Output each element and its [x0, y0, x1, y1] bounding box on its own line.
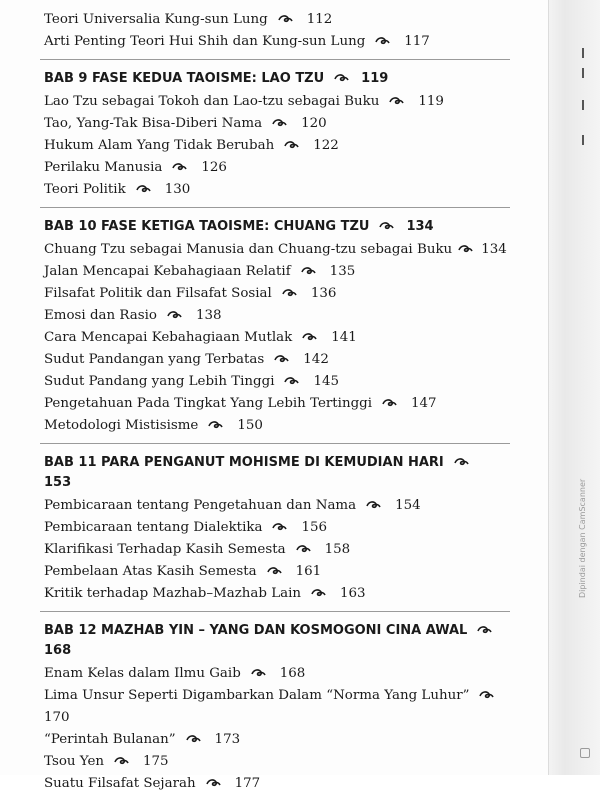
- leaf-ornament-icon: [206, 774, 221, 784]
- toc-entry: [44, 135, 514, 157]
- entry-page: 122: [313, 138, 339, 153]
- divider: [40, 59, 510, 60]
- toc-entry: [44, 113, 514, 135]
- entry-page: 150: [237, 418, 263, 433]
- next-page-edge: [548, 0, 600, 775]
- leaf-ornament-icon: [458, 240, 473, 250]
- toc-entry: [44, 685, 514, 729]
- entry-title: Tsou Yen: [44, 754, 104, 769]
- entry-title: Klarifikasi Terhadap Kasih Semesta: [44, 542, 286, 557]
- entry-title: Lao Tzu sebagai Tokoh dan Lao-tzu sebagai Buku: [44, 94, 380, 109]
- leaf-ornament-icon: [172, 158, 187, 168]
- entry-page: 112: [306, 12, 333, 27]
- entry-title: Sudut Pandangan yang Terbatas: [44, 352, 265, 367]
- toc-entry: [44, 371, 514, 393]
- entry-title: Enam Kelas dalam Ilmu Gaib: [44, 666, 241, 681]
- toc-entry: [44, 663, 514, 685]
- entry-page: 135: [329, 264, 356, 279]
- entry-page: 154: [395, 498, 421, 513]
- leaf-ornament-icon: [311, 584, 326, 594]
- entry-page: 142: [303, 352, 329, 367]
- entry-page: 117: [404, 34, 430, 49]
- leaf-ornament-icon: [379, 218, 394, 228]
- entry-page: 156: [301, 520, 328, 535]
- entry-title: Metodologi Mistisisme: [44, 418, 199, 433]
- leaf-ornament-icon: [302, 328, 317, 338]
- toc-entry: [44, 349, 514, 371]
- chapter-page: 119: [361, 71, 389, 86]
- leaf-ornament-icon: [251, 664, 266, 674]
- leaf-ornament-icon: [114, 752, 129, 762]
- entry-title: Teori Universalia Kung-sun Lung: [44, 12, 268, 27]
- entry-title: Hukum Alam Yang Tidak Berubah: [44, 138, 275, 153]
- toc-entry: [44, 393, 514, 415]
- toc-entry: [44, 91, 514, 113]
- entry-page: 145: [313, 374, 340, 389]
- entry-title: Sudut Pandang yang Lebih Tinggi: [44, 374, 275, 389]
- entry-title: Chuang Tzu sebagai Manusia dan Chuang-tzu sebagai Buku: [44, 242, 453, 257]
- chapter-heading: [44, 453, 514, 493]
- entry-title: Pengetahuan Pada Tingkat Yang Lebih Tertinggi: [44, 396, 372, 411]
- entry-title: Pembicaraan tentang Dialektika: [44, 520, 263, 535]
- leaf-ornament-icon: [274, 350, 289, 360]
- leaf-ornament-icon: [284, 372, 299, 382]
- entry-page: 119: [418, 94, 444, 109]
- entry-page: 175: [143, 754, 169, 769]
- entry-title: Jalan Mencapai Kebahagiaan Relatif: [44, 264, 291, 279]
- toc-entry: [44, 31, 514, 53]
- leaf-ornament-icon: [296, 540, 311, 550]
- chapter-title: BAB 9 FASE KEDUA TAOISME: LAO TZU: [44, 71, 325, 86]
- entry-page: 161: [295, 564, 322, 579]
- toc-entry: [44, 157, 514, 179]
- page-edge-mark: [582, 135, 584, 145]
- toc-entry: [44, 283, 514, 305]
- chapter-heading: [44, 69, 514, 89]
- toc-entry: [44, 179, 514, 201]
- toc-entry: [44, 261, 514, 283]
- entry-title: Arti Penting Teori Hui Shih dan Kung-sun Lung: [44, 34, 366, 49]
- toc-entry: [44, 773, 514, 795]
- entry-title: Kritik terhadap Mazhab–Mazhab Lain: [44, 586, 302, 601]
- leaf-ornament-icon: [375, 32, 390, 42]
- entry-title: Suatu Filsafat Sejarah: [44, 776, 196, 791]
- entry-page: 158: [324, 542, 351, 557]
- entry-title: Teori Politik: [44, 182, 126, 197]
- leaf-ornament-icon: [278, 10, 293, 20]
- entry-page: 138: [195, 308, 222, 323]
- toc-entry: [44, 495, 514, 517]
- divider: [40, 611, 510, 612]
- leaf-ornament-icon: [136, 180, 151, 190]
- entry-page: 141: [331, 330, 357, 345]
- chapter-page: 153: [44, 475, 72, 490]
- leaf-ornament-icon: [272, 114, 287, 124]
- page-edge-mark: [582, 100, 584, 110]
- entry-page: 134: [481, 242, 507, 257]
- chapter-heading: [44, 621, 514, 661]
- toc-entry: [44, 517, 514, 539]
- leaf-ornament-icon: [477, 622, 492, 632]
- toc-entry: [44, 729, 514, 751]
- leaf-ornament-icon: [208, 416, 223, 426]
- entry-page: 168: [279, 666, 306, 681]
- entry-title: Pembelaan Atas Kasih Semesta: [44, 564, 257, 579]
- toc-entry: [44, 415, 514, 437]
- entry-title: “Perintah Bulanan”: [44, 732, 176, 747]
- toc-entry: [44, 9, 514, 31]
- chapter-title: BAB 11 PARA PENGANUT MOHISME DI KEMUDIAN HARI: [44, 455, 444, 470]
- leaf-ornament-icon: [382, 394, 397, 404]
- entry-page: 136: [310, 286, 337, 301]
- entry-page: 173: [214, 732, 241, 747]
- entry-page: 147: [411, 396, 437, 411]
- entry-page: 163: [340, 586, 366, 601]
- entry-title: Perilaku Manusia: [44, 160, 163, 175]
- entry-title: Lima Unsur Seperti Digambarkan Dalam “Norma Yang Luhur”: [44, 688, 470, 703]
- camscanner-icon: [580, 748, 590, 758]
- leaf-ornament-icon: [284, 136, 299, 146]
- toc-entry: [44, 751, 514, 773]
- entry-page: 170: [44, 710, 70, 725]
- chapter-heading: [44, 217, 514, 237]
- entry-page: 177: [234, 776, 261, 791]
- entry-page: 126: [201, 160, 227, 175]
- toc-entry: [44, 561, 514, 583]
- page-edge-mark: [582, 68, 584, 78]
- leaf-ornament-icon: [167, 306, 182, 316]
- chapter-page: 168: [44, 643, 72, 658]
- toc-entry: [44, 305, 514, 327]
- toc-entry: [44, 239, 514, 261]
- table-of-contents: [44, 9, 514, 795]
- toc-entry: [44, 539, 514, 561]
- leaf-ornament-icon: [389, 92, 404, 102]
- toc-entry: [44, 583, 514, 605]
- toc-entry: [44, 327, 514, 349]
- leaf-ornament-icon: [272, 518, 287, 528]
- entry-title: Pembicaraan tentang Pengetahuan dan Nama: [44, 498, 357, 513]
- entry-page: 130: [164, 182, 191, 197]
- leaf-ornament-icon: [334, 70, 349, 80]
- leaf-ornament-icon: [454, 454, 469, 464]
- entry-title: Cara Mencapai Kebahagiaan Mutlak: [44, 330, 293, 345]
- chapter-title: BAB 12 MAZHAB YIN – YANG DAN KOSMOGONI CINA AWAL: [44, 623, 468, 638]
- chapter-page: 134: [406, 219, 434, 234]
- leaf-ornament-icon: [366, 496, 381, 506]
- entry-title: Filsafat Politik dan Filsafat Sosial: [44, 286, 272, 301]
- leaf-ornament-icon: [282, 284, 297, 294]
- leaf-ornament-icon: [479, 686, 494, 696]
- entry-page: 120: [301, 116, 327, 131]
- leaf-ornament-icon: [267, 562, 282, 572]
- divider: [40, 443, 510, 444]
- leaf-ornament-icon: [186, 730, 201, 740]
- page-edge-mark: [582, 48, 584, 58]
- leaf-ornament-icon: [301, 262, 316, 272]
- entry-title: Tao, Yang-Tak Bisa-Diberi Nama: [44, 116, 263, 131]
- scanner-watermark: Dipindai dengan CamScanner: [578, 478, 587, 598]
- entry-title: Emosi dan Rasio: [44, 308, 157, 323]
- chapter-title: BAB 10 FASE KETIGA TAOISME: CHUANG TZU: [44, 219, 370, 234]
- divider: [40, 207, 510, 208]
